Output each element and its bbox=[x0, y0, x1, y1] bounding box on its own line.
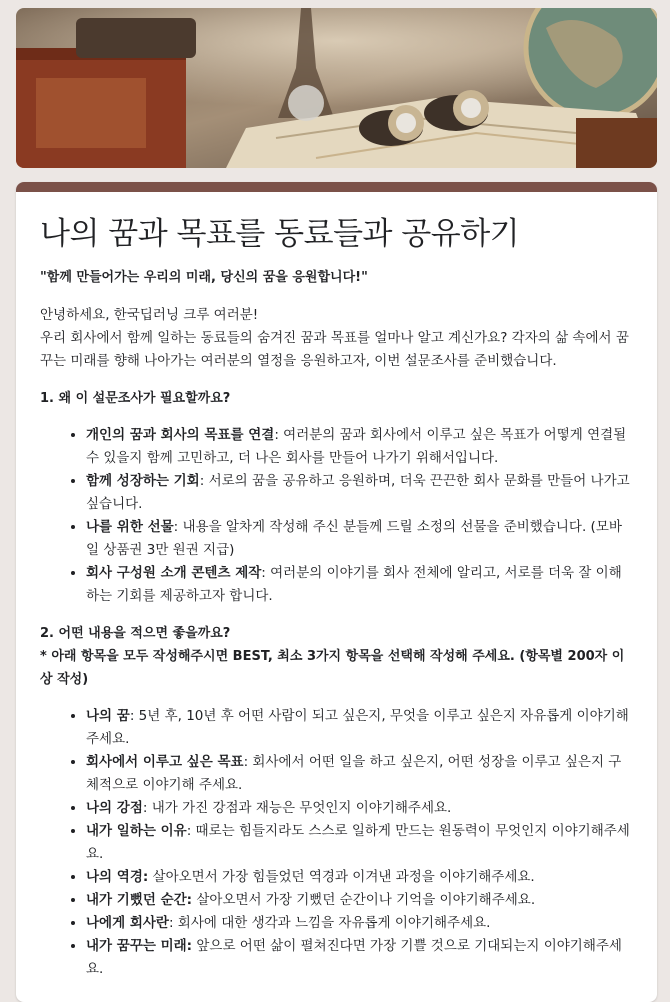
list-item-text: : 회사에 대한 생각과 느낌을 자유롭게 이야기해주세요. bbox=[168, 915, 491, 931]
list-item-text: 살아오면서 가장 기뻤던 순간이나 기억을 이야기해주세요. bbox=[192, 892, 536, 908]
list-item bbox=[86, 866, 633, 889]
intro-paragraph: 우리 회사에서 함께 일하는 동료들의 숨겨진 꿈과 목표를 얼마나 알고 계신가요? 각자의 삶 속에서 꿈꾸는 미래를 향해 나아가는 여러분의 열정을 응원하고자, 이번 설문조사를 준비했습니다. bbox=[40, 330, 629, 369]
list-item-text: 살아오면서 가장 힘들었던 역경과 이겨낸 과정을 이야기해주세요. bbox=[148, 869, 535, 885]
list-item bbox=[86, 562, 633, 608]
list-item bbox=[86, 935, 633, 981]
list-item bbox=[86, 797, 633, 820]
list-item bbox=[86, 751, 633, 797]
list-item bbox=[86, 470, 633, 516]
list-item-title: 내가 꿈꾸는 미래: bbox=[86, 938, 193, 954]
header-banner-image bbox=[16, 8, 657, 168]
form-subtitle: "함께 만들어가는 우리의 미래, 당신의 꿈을 응원합니다!" bbox=[40, 270, 368, 285]
list-item-text: : 내용을 알차게 작성해 주신 분들께 드릴 소정의 선물을 준비했습니다. (모바일 상품권 3만 원권 지급) bbox=[86, 519, 622, 558]
form-header-card bbox=[16, 182, 657, 1002]
list-item-text: : 회사에서 어떤 일을 하고 싶은지, 어떤 성장을 이루고 싶은지 구체적으로 이야기해 주세요. bbox=[86, 754, 622, 793]
list-item bbox=[86, 424, 633, 470]
list-item-title: 나를 위한 선물 bbox=[86, 519, 174, 535]
list-item-title: 나의 역경: bbox=[86, 869, 149, 885]
list-item bbox=[86, 705, 633, 751]
section-2-title: 2. 어떤 내용을 적으면 좋을까요? bbox=[40, 626, 231, 641]
form-title: 나의 꿈과 목표를 동료들과 공유하기 bbox=[40, 216, 520, 252]
list-item-text: : 때로는 힘들지라도 스스로 일하게 만드는 원동력이 무엇인지 이야기해주세요. bbox=[86, 823, 630, 862]
list-item bbox=[86, 912, 633, 935]
list-item-title: 함께 성장하는 기회 bbox=[86, 473, 200, 489]
list-item-title: 나의 강점 bbox=[86, 800, 143, 816]
section-2-note: * 아래 항목을 모두 작성해주시면 BEST, 최소 3가지 항목을 선택해 작성해 주세요. (항목별 200자 이상 작성) bbox=[40, 649, 625, 687]
list-item-text: : 여러분의 꿈과 회사에서 이루고 싶은 목표가 어떻게 연결될 수 있을지 함께 고민하고, 더 나은 회사를 만들어 나가기 위해서입니다. bbox=[86, 427, 627, 466]
intro-greeting: 안녕하세요, 한국딥러닝 크루 여러분! bbox=[40, 307, 259, 323]
travel-scene-illustration bbox=[16, 8, 657, 168]
list-item-text: : 서로의 꿈을 공유하고 응원하며, 더욱 끈끈한 회사 문화를 만들어 나가고 싶습니다. bbox=[86, 473, 630, 512]
list-item-text: : 여러분의 이야기를 회사 전체에 알리고, 서로를 더욱 잘 이해하는 기회를 제공하고자 합니다. bbox=[86, 565, 622, 604]
list-item bbox=[86, 889, 633, 912]
section-2-heading bbox=[40, 622, 633, 691]
list-item bbox=[86, 820, 633, 866]
list-item-title: 내가 기뻤던 순간: bbox=[86, 892, 193, 908]
list-item-title: 회사에서 이루고 싶은 목표 bbox=[86, 754, 244, 770]
list-item-text: 앞으로 어떤 삶이 펼쳐진다면 가장 기쁠 것으로 기대되는지 이야기해주세요. bbox=[86, 938, 622, 977]
section-2-list bbox=[40, 705, 633, 981]
list-item bbox=[86, 516, 633, 562]
list-item-title: 내가 일하는 이유 bbox=[86, 823, 187, 839]
list-item-title: 나에게 회사란 bbox=[86, 915, 169, 931]
list-item-title: 개인의 꿈과 회사의 목표를 연결 bbox=[86, 427, 275, 443]
section-1-list bbox=[40, 424, 633, 608]
card-accent-bar bbox=[16, 182, 657, 192]
list-item-text: : 5년 후, 10년 후 어떤 사람이 되고 싶은지, 무엇을 이루고 싶은지 자유롭게 이야기해주세요. bbox=[86, 708, 629, 747]
section-1-heading: 1. 왜 이 설문조사가 필요할까요? bbox=[40, 391, 231, 406]
list-item-title: 회사 구성원 소개 콘텐츠 제작 bbox=[86, 565, 262, 581]
list-item-text: : 내가 가진 강점과 재능은 무엇인지 이야기해주세요. bbox=[142, 800, 452, 816]
list-item-title: 나의 꿈 bbox=[86, 708, 130, 724]
